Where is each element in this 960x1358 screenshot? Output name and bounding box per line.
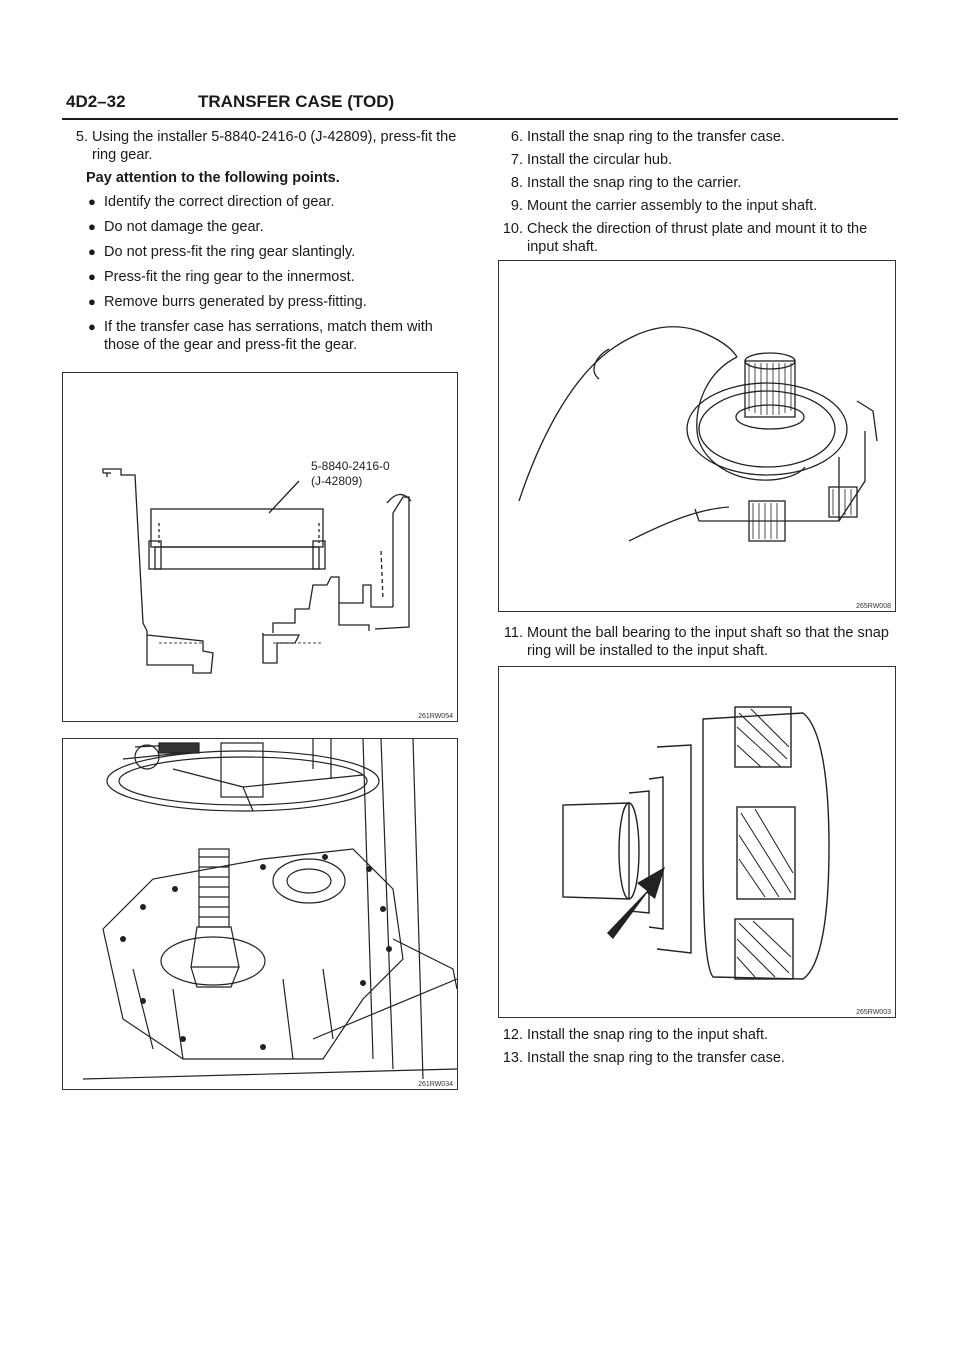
- step-number: 11.: [503, 625, 523, 641]
- figure-code: 265RW008: [856, 603, 891, 610]
- step-number: 6.: [510, 129, 523, 145]
- page-number: 4D2–32: [66, 92, 126, 111]
- bullet-text: Press-fit the ring gear to the innermost.: [104, 269, 355, 285]
- bullet-item: [62, 268, 462, 286]
- step-number: 9.: [510, 198, 523, 214]
- step-6: [497, 128, 901, 146]
- step-text: Install the snap ring to the input shaft.: [527, 1027, 769, 1043]
- step-5: [62, 128, 462, 164]
- step-text: Install the snap ring to the transfer case.: [527, 1050, 785, 1066]
- step-text: Using the installer 5-8840-2416-0 (J-42809), press-fit the ring gear.: [92, 129, 457, 163]
- step-text: Install the snap ring to the transfer case.: [527, 129, 785, 145]
- step-13: [497, 1049, 901, 1067]
- installer-line-drawing: [63, 373, 457, 721]
- figure-installer-diagram: [62, 372, 458, 722]
- bullet-item: [62, 193, 462, 211]
- step-text: Install the snap ring to the carrier.: [527, 175, 742, 191]
- tool-label-2: (J-42809): [311, 474, 363, 488]
- left-column: [62, 128, 462, 361]
- bullet-item: [62, 293, 462, 311]
- bullet-item: [62, 318, 462, 354]
- figure-code: 265RW003: [856, 1009, 891, 1016]
- note-heading: Pay attention to the following points.: [86, 170, 340, 186]
- step-number: 8.: [510, 175, 523, 191]
- step-10: [497, 220, 901, 256]
- step-number: 7.: [510, 152, 523, 168]
- bullet-icon: ●: [88, 319, 96, 334]
- right-column-bottom: [497, 1026, 901, 1072]
- step-8: [497, 174, 901, 192]
- bullet-text: Remove burrs generated by press-fitting.: [104, 294, 367, 310]
- thrust-plate-drawing: [499, 261, 895, 611]
- step-number: 13.: [502, 1050, 523, 1066]
- figure-thrust-plate: [498, 260, 896, 612]
- step-text: Install the circular hub.: [527, 152, 673, 168]
- bullet-icon: ●: [88, 244, 96, 259]
- figure-press-diagram: [62, 738, 458, 1090]
- ball-bearing-drawing: [499, 667, 895, 1017]
- figure-code: 261RW054: [418, 713, 453, 720]
- right-column-middle: [497, 624, 901, 665]
- bullet-item: [62, 218, 462, 236]
- section-title: TRANSFER CASE (TOD): [198, 92, 395, 111]
- tool-label-1: 5-8840-2416-0: [311, 459, 390, 473]
- step-text: Check the direction of thrust plate and mount it to the input shaft.: [527, 221, 868, 255]
- bullet-icon: ●: [88, 194, 96, 209]
- figure-code: 261RW034: [418, 1081, 453, 1088]
- figure-ball-bearing: [498, 666, 896, 1018]
- bullet-text: Do not damage the gear.: [104, 219, 264, 235]
- step-text: Mount the ball bearing to the input shaft so that the snap ring will be installed to the input shaft.: [527, 625, 889, 659]
- step-number: 10.: [502, 221, 523, 237]
- step-text: Mount the carrier assembly to the input shaft.: [527, 198, 818, 214]
- bullet-text: Do not press-fit the ring gear slantingly.: [104, 244, 356, 260]
- bullet-icon: ●: [88, 294, 96, 309]
- press-line-drawing: [63, 739, 457, 1089]
- step-7: [497, 151, 901, 169]
- bullet-text: If the transfer case has serrations, match them with those of the gear and press-fit the gear.: [104, 319, 433, 353]
- bullet-text: Identify the correct direction of gear.: [104, 194, 335, 210]
- bullet-icon: ●: [88, 269, 96, 284]
- bullet-icon: ●: [88, 219, 96, 234]
- bullet-item: [62, 243, 462, 261]
- step-number: 5.: [75, 129, 88, 145]
- step-12: [497, 1026, 901, 1044]
- page-header: [62, 88, 898, 120]
- right-column-top: [497, 128, 901, 261]
- step-9: [497, 197, 901, 215]
- step-11: [497, 624, 901, 660]
- step-number: 12.: [502, 1027, 523, 1043]
